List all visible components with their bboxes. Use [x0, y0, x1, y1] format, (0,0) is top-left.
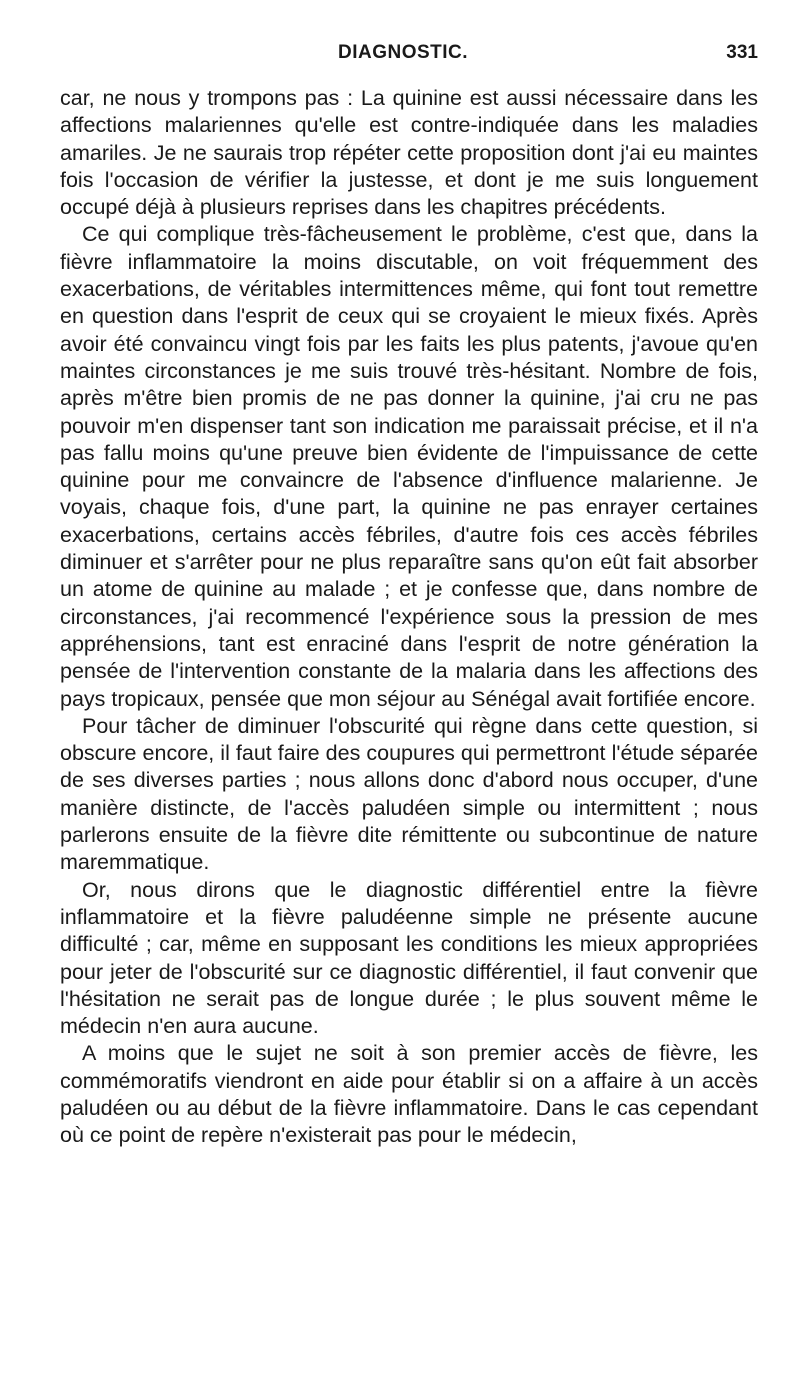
paragraph: Pour tâcher de diminuer l'obscurité qui règne dans cette question, si obscure encore, il faut faire des coupures qui permettront l'étude séparée de ses diverses parties ; nous allons donc d'abord nous occuper, d'une manière distincte, de l'accès paludéen simple ou intermittent ; nous parlerons ensuite de la fièvre dite rémittente ou subcontinue de nature maremmatique.	[60, 713, 758, 875]
paragraph: Ce qui complique très-fâcheusement le problème, c'est que, dans la fièvre inflammatoire la moins discutable, on voit fréquemment des exacerbations, de véritables intermittences même, qui font tout remettre en question dans l'esprit de ceux qui se croyaient le mieux fixés. Après avoir été convaincu vingt fois par les faits les plus patents, j'avoue qu'en maintes circonstances je me suis trouvé très-hésitant. Nombre de fois, après m'être bien promis de ne pas donner la quinine, j'ai cru ne pas pouvoir m'en dispenser tant son indication me paraissait précise, et il n'a pas fallu moins qu'une preuve bien évidente de l'impuissance de cette quinine pour me convaincre de l'absence d'influence malarienne. Je voyais, chaque fois, d'une part, la quinine ne pas enrayer certaines exacerbations, certains accès fébriles, d'autre fois ces accès fébriles diminuer et s'arrêter pour ne plus reparaître sans qu'on eût fait absorber un atome de quinine au malade ; et je confesse que, dans nombre de circonstances, j'ai recommencé l'expérience sous la pression de mes appréhensions, tant est enraciné dans l'esprit de notre génération la pensée de l'intervention constante de la malaria dans les affections des pays tropicaux, pensée que mon séjour au Sénégal avait fortifiée encore.	[60, 222, 758, 711]
page-number: 331	[726, 42, 758, 63]
running-title: DIAGNOSTIC.	[338, 42, 469, 63]
paragraph: A moins que le sujet ne soit à son premier accès de fièvre, les commémoratifs viendront en aide pour établir si on a affaire à un accès paludéen ou au début de la fièvre inflammatoire. Dans le cas cependant où ce point de repère n'existerait pas pour le médecin,	[60, 1041, 758, 1148]
page-header	[60, 42, 758, 70]
paragraph: car, ne nous y trompons pas : La quinine est aussi nécessaire dans les affections malariennes qu'elle est contre-indiquée dans les maladies amariles. Je ne saurais trop répéter cette proposition dont j'ai eu maintes fois l'occasion de vérifier la justesse, et dont je me suis longuement occupé déjà à plusieurs reprises dans les chapitres précédents.	[60, 86, 758, 220]
paragraph: Or, nous dirons que le diagnostic différentiel entre la fièvre inflammatoire et la fièvre paludéenne simple ne présente aucune difficulté ; car, même en supposant les conditions les mieux appropriées pour jeter de l'obscurité sur ce diagnostic différentiel, il faut convenir que l'hésitation ne serait pas de longue durée ; le plus souvent même le médecin n'en aura aucune.	[60, 877, 758, 1039]
body-text	[60, 85, 758, 1150]
